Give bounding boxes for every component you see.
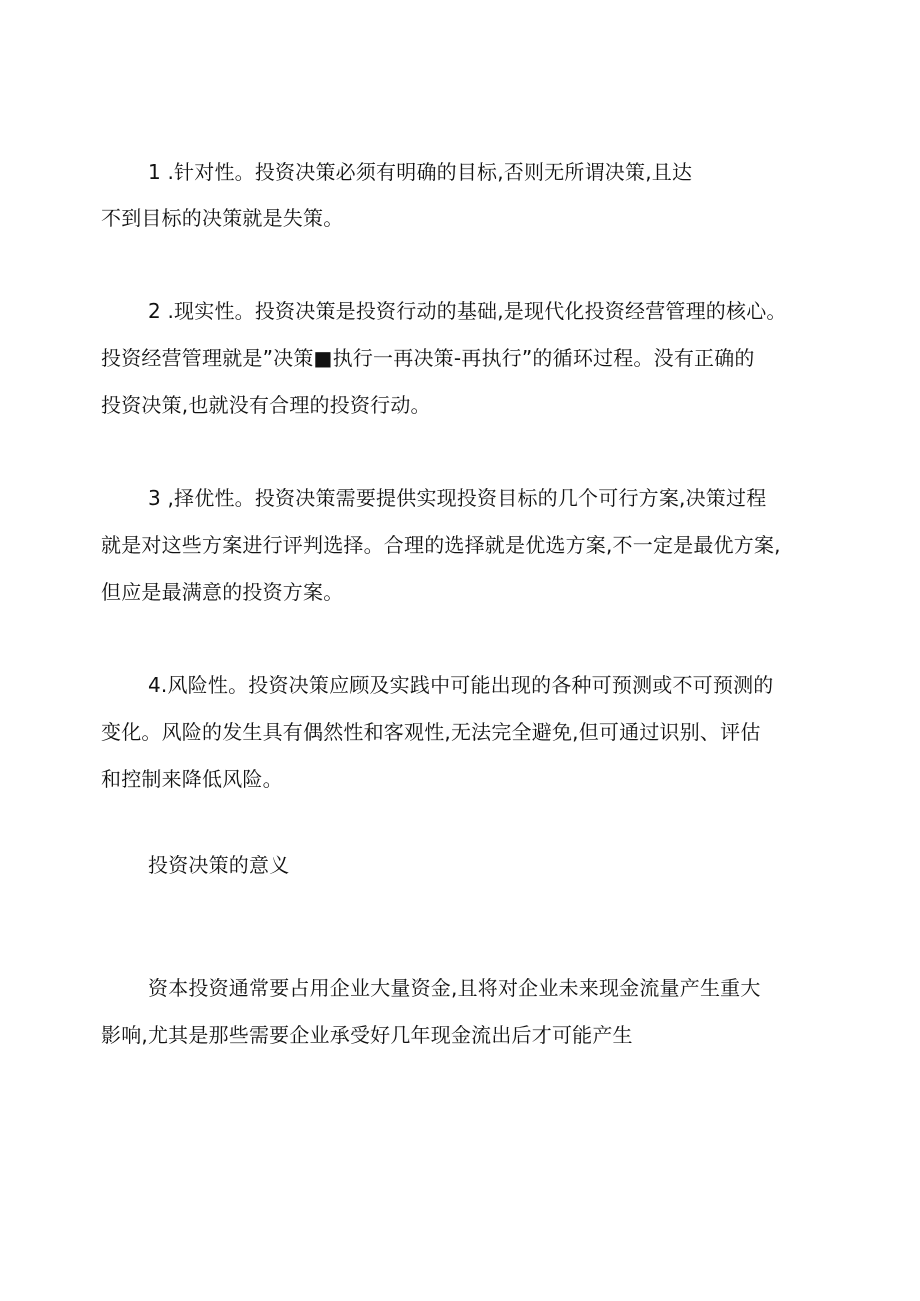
paragraph-1-line-2: 不到目标的决策就是失策。: [101, 206, 344, 230]
paragraph-2-line-2: 投资经营管理就是”决策■执行一再决策-再执行”的循环过程。没有正确的: [101, 346, 755, 370]
paragraph-3-line-1: 3 ,择优性。投资决策需要提供实现投资目标的几个可行方案,决策过程: [148, 486, 767, 510]
paragraph-4-line-3: 和控制来降低风险。: [101, 767, 283, 791]
paragraph-5-line-1: 资本投资通常要占用企业大量资金,且将对企业未来现金流量产生重大: [148, 976, 761, 1000]
paragraph-1-line-1: 1 .针对性。投资决策必须有明确的目标,否则无所谓决策,且达: [148, 160, 693, 184]
section-heading: 投资决策的意义: [148, 853, 290, 877]
paragraph-5-line-2: 影响,尤其是那些需要企业承受好几年现金流出后才可能产生: [101, 1023, 633, 1047]
paragraph-2-line-1: 2 .现实性。投资决策是投资行动的基础,是现代化投资经营管理的核心。: [148, 299, 787, 323]
paragraph-2-line-3: 投资决策,也就没有合理的投资行动。: [101, 393, 431, 417]
paragraph-4-line-1: 4.风险性。投资决策应顾及实践中可能出现的各种可预测或不可预测的: [148, 673, 774, 697]
paragraph-4-line-2: 变化。风险的发生具有偶然性和客观性,无法完全避免,但可通过识别、评估: [101, 720, 761, 744]
paragraph-3-line-2: 就是对这些方案进行评判选择。合理的选择就是优选方案,不一定是最优方案,: [101, 533, 781, 557]
paragraph-3-line-3: 但应是最满意的投资方案。: [101, 580, 344, 604]
